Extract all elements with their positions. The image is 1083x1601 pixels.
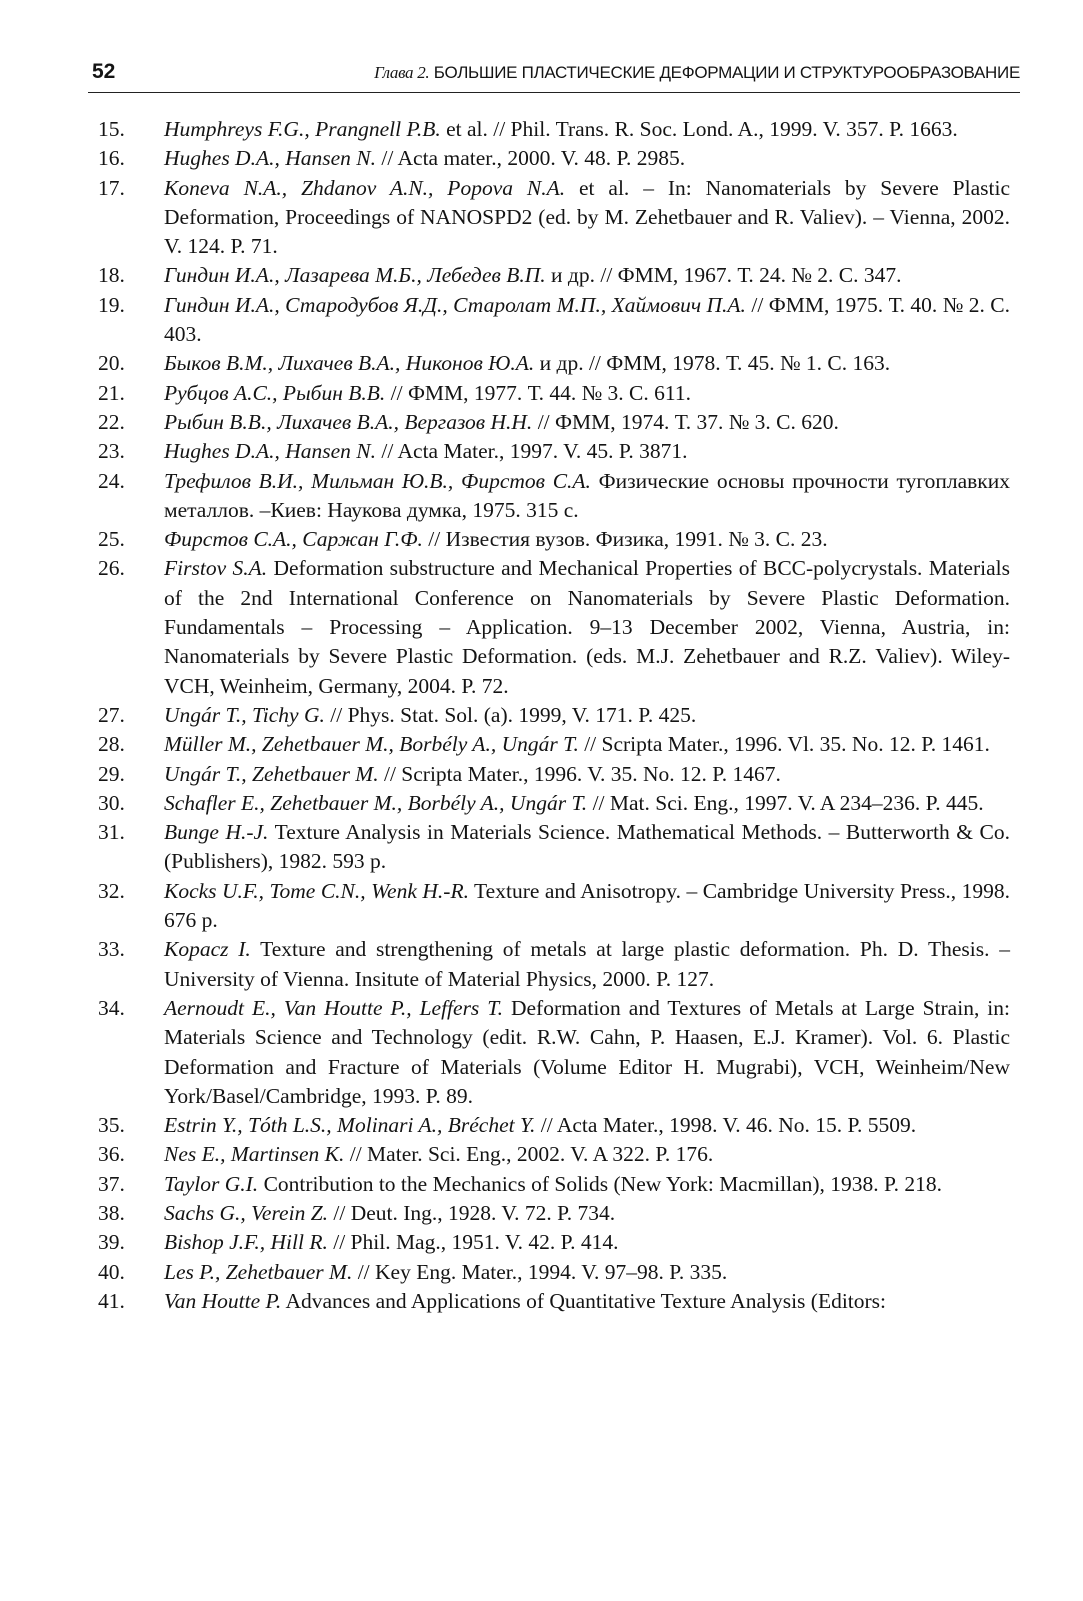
reference-number: 29. bbox=[98, 761, 125, 786]
reference-details: Contribution to the Mechanics of Solids (New York: Macmillan), 1938. P. 218. bbox=[258, 1171, 942, 1196]
reference-item bbox=[98, 1258, 1010, 1287]
reference-details: // Deut. Ing., 1928. V. 72. P. 734. bbox=[328, 1200, 616, 1225]
reference-authors: Aernoudt E., Van Houtte P., Leffers T. bbox=[164, 995, 503, 1020]
reference-authors: Schafler E., Zehetbauer M., Borbély A., Ungár T. bbox=[164, 790, 588, 815]
reference-item bbox=[98, 408, 1010, 437]
reference-item bbox=[98, 1170, 1010, 1199]
reference-details: Texture Analysis in Materials Science. Mathematical Methods. – Butterworth & Co. (Publishers), 1982. 593 p. bbox=[164, 820, 1011, 874]
reference-item bbox=[98, 935, 1010, 994]
reference-details: // ФММ, 1974. Т. 37. № 3. С. 620. bbox=[532, 409, 839, 434]
reference-item bbox=[98, 1140, 1010, 1169]
reference-number: 19. bbox=[98, 292, 125, 317]
reference-details: // Phil. Mag., 1951. V. 42. P. 414. bbox=[327, 1230, 619, 1255]
reference-details: и др. // ФММ, 1978. Т. 45. № 1. С. 163. bbox=[534, 351, 891, 376]
reference-number: 16. bbox=[98, 146, 125, 171]
reference-number: 39. bbox=[98, 1230, 125, 1255]
reference-details: // Acta Mater., 1998. V. 46. No. 15. P. 5509. bbox=[535, 1113, 917, 1138]
reference-authors: Nes E., Martinsen K. bbox=[164, 1142, 345, 1167]
reference-item bbox=[98, 467, 1010, 526]
reference-number: 15. bbox=[98, 117, 125, 141]
reference-item bbox=[98, 994, 1010, 1111]
reference-item bbox=[98, 261, 1010, 290]
reference-authors: Humphreys F.G., Prangnell P.B. bbox=[164, 117, 441, 141]
reference-number: 33. bbox=[98, 937, 125, 962]
reference-details: // ФММ, 1975. Т. 40. № 2. С. 403. bbox=[164, 292, 1010, 347]
reference-item bbox=[98, 437, 1010, 466]
reference-details: // Phys. Stat. Sol. (a). 1999, V. 171. P. 425. bbox=[324, 702, 697, 727]
reference-number: 20. bbox=[98, 351, 125, 376]
reference-number: 23. bbox=[98, 439, 125, 464]
reference-number: 35. bbox=[98, 1113, 125, 1138]
reference-authors: Les P., Zehetbauer M. bbox=[164, 1259, 353, 1284]
reference-details: Texture and Anisotropy. – Cambridge University Press., 1998. 676 p. bbox=[164, 878, 1010, 933]
reference-item bbox=[98, 701, 1010, 730]
reference-authors: Kopacz I. bbox=[164, 937, 251, 962]
reference-number: 27. bbox=[98, 702, 125, 727]
reference-authors: Firstov S.A. bbox=[164, 556, 268, 581]
reference-authors: Bunge H.-J. bbox=[164, 820, 269, 845]
reference-details: // Acta Mater., 1997. V. 45. P. 3871. bbox=[376, 439, 688, 464]
reference-list bbox=[98, 115, 1010, 1316]
reference-item bbox=[98, 115, 1010, 144]
reference-item bbox=[98, 1228, 1010, 1257]
reference-item bbox=[98, 379, 1010, 408]
reference-details: Физические основы прочности тугоплавких металлов. –Киев: Наукова думка, 1975. 315 с. bbox=[164, 468, 1010, 522]
reference-authors: Рыбин В.В., Лихачев В.А., Вергазов Н.Н. bbox=[164, 409, 533, 434]
reference-number: 36. bbox=[98, 1142, 125, 1167]
reference-number: 38. bbox=[98, 1200, 125, 1225]
page-number: 52 bbox=[92, 60, 116, 83]
reference-authors: Ungár T., Zehetbauer M. bbox=[164, 761, 379, 786]
reference-number: 31. bbox=[98, 820, 125, 845]
reference-authors: Рубцов А.С., Рыбин В.В. bbox=[164, 380, 386, 405]
reference-authors: Estrin Y., Tóth L.S., Molinari A., Bréchet Y. bbox=[164, 1113, 536, 1138]
reference-number: 26. bbox=[98, 556, 125, 581]
reference-details: et al. – In: Nanomaterials by Severe Plastic Deformation, Proceedings of NANOSPD2 (ed. by M. Zehetbauer and R. Valiev). – Vienna, 2002. V. 124. P. 71. bbox=[164, 175, 1010, 259]
reference-authors: Hughes D.A., Hansen N. bbox=[164, 146, 376, 171]
reference-authors: Фирстов С.А., Саржан Г.Ф. bbox=[164, 527, 423, 552]
reference-item bbox=[98, 554, 1010, 700]
running-head bbox=[374, 63, 1020, 83]
reference-number: 22. bbox=[98, 409, 125, 434]
reference-authors: Van Houtte P. bbox=[164, 1288, 282, 1313]
reference-authors: Быков В.М., Лихачев В.А., Никонов Ю.А. bbox=[164, 351, 535, 376]
reference-details: et al. // Phil. Trans. R. Soc. Lond. A., 1999. V. 357. P. 1663. bbox=[440, 117, 958, 141]
reference-details: Deformation and Textures of Metals at Large Strain, in: Materials Science and Technology (edit. R.W. Cahn, P. Haasen, E.J. Kramer). Vol. 6. Plastic Deformation and Fracture of Materials (Volume Editor H. Mugrabi), VCH, Weinheim/New York/Basel/Cambridge, 1993. P. 89. bbox=[164, 995, 1010, 1108]
reference-item bbox=[98, 818, 1010, 877]
reference-number: 24. bbox=[98, 468, 125, 493]
reference-authors: Трефилов В.И., Мильман Ю.В., Фирстов С.А. bbox=[164, 468, 591, 493]
reference-details: // Scripta Mater., 1996. V. 35. No. 12. P. 1467. bbox=[378, 761, 781, 786]
reference-authors: Sachs G., Verein Z. bbox=[164, 1200, 329, 1225]
reference-number: 37. bbox=[98, 1171, 125, 1196]
reference-item bbox=[98, 349, 1010, 378]
reference-number: 28. bbox=[98, 732, 125, 757]
reference-item bbox=[98, 174, 1010, 262]
reference-authors: Ungár T., Tichy G. bbox=[164, 702, 325, 727]
reference-number: 21. bbox=[98, 380, 125, 405]
reference-item bbox=[98, 760, 1010, 789]
reference-item bbox=[98, 1287, 1010, 1316]
reference-item bbox=[98, 291, 1010, 350]
reference-authors: Kocks U.F., Tome C.N., Wenk H.-R. bbox=[164, 878, 469, 903]
reference-details: и др. // ФММ, 1967. Т. 24. № 2. С. 347. bbox=[545, 263, 902, 288]
reference-details: // Mater. Sci. Eng., 2002. V. A 322. P. 176. bbox=[344, 1142, 714, 1167]
reference-item bbox=[98, 525, 1010, 554]
reference-number: 18. bbox=[98, 263, 125, 288]
reference-item bbox=[98, 730, 1010, 759]
reference-details: // Key Eng. Mater., 1994. V. 97–98. P. 335. bbox=[352, 1259, 728, 1284]
reference-authors: Гиндин И.А., Лазарева М.Б., Лебедев В.П. bbox=[164, 263, 546, 288]
reference-authors: Bishop J.F., Hill R. bbox=[164, 1230, 328, 1255]
reference-authors: Müller M., Zehetbauer M., Borbély A., Ungár T. bbox=[164, 732, 579, 757]
reference-details: // Acta mater., 2000. V. 48. P. 2985. bbox=[376, 146, 686, 171]
chapter-title: БОЛЬШИЕ ПЛАСТИЧЕСКИЕ ДЕФОРМАЦИИ И СТРУКТУРООБРАЗОВАНИЕ bbox=[433, 63, 1020, 82]
reference-details: // ФММ, 1977. Т. 44. № 3. С. 611. bbox=[385, 380, 691, 405]
reference-authors: Koneva N.A., Zhdanov A.N., Popova N.A. bbox=[164, 175, 566, 200]
reference-number: 41. bbox=[98, 1288, 125, 1313]
reference-number: 40. bbox=[98, 1259, 125, 1284]
reference-details: // Известия вузов. Физика, 1991. № 3. С. 23. bbox=[422, 527, 828, 552]
page-header bbox=[88, 55, 1020, 95]
reference-number: 32. bbox=[98, 878, 125, 903]
header-rule bbox=[88, 92, 1020, 93]
reference-authors: Taylor G.I. bbox=[164, 1171, 259, 1196]
reference-item bbox=[98, 1199, 1010, 1228]
reference-details: Texture and strengthening of metals at large plastic deformation. Ph. D. Thesis. – University of Vienna. Insitute of Material Physics, 2000. P. 127. bbox=[164, 937, 1010, 991]
reference-number: 30. bbox=[98, 790, 125, 815]
reference-number: 25. bbox=[98, 527, 125, 552]
reference-details: Deformation substructure and Mechanical Properties of BCC-polycrystals. Materials of the 2nd International Conference on Nanomaterials by Severe Plastic Deformation. Fundamentals – Processing – Application. 9–13 December 2002, Vienna, Austria, in: Nanomaterials by Severe Plastic Deformation. (eds. M.J. Zehetbauer and R.Z. Valiev). Wiley-VCH, Weinheim, Germany, 2004. P. 72. bbox=[164, 556, 1010, 698]
reference-item bbox=[98, 789, 1010, 818]
reference-details: // Mat. Sci. Eng., 1997. V. A 234–236. P. 445. bbox=[587, 790, 984, 815]
reference-details: // Scripta Mater., 1996. Vl. 35. No. 12. P. 1461. bbox=[578, 732, 990, 757]
chapter-label: Глава 2. bbox=[374, 63, 430, 82]
reference-number: 17. bbox=[98, 175, 125, 200]
reference-item bbox=[98, 144, 1010, 173]
reference-details: Advances and Applications of Quantitative Texture Analysis (Editors: bbox=[281, 1288, 887, 1313]
reference-authors: Гиндин И.А., Стародубов Я.Д., Старолат М.П., Хаймович П.А. bbox=[164, 292, 746, 317]
reference-item bbox=[98, 1111, 1010, 1140]
reference-item bbox=[98, 877, 1010, 936]
reference-authors: Hughes D.A., Hansen N. bbox=[164, 439, 376, 464]
reference-number: 34. bbox=[98, 995, 125, 1020]
